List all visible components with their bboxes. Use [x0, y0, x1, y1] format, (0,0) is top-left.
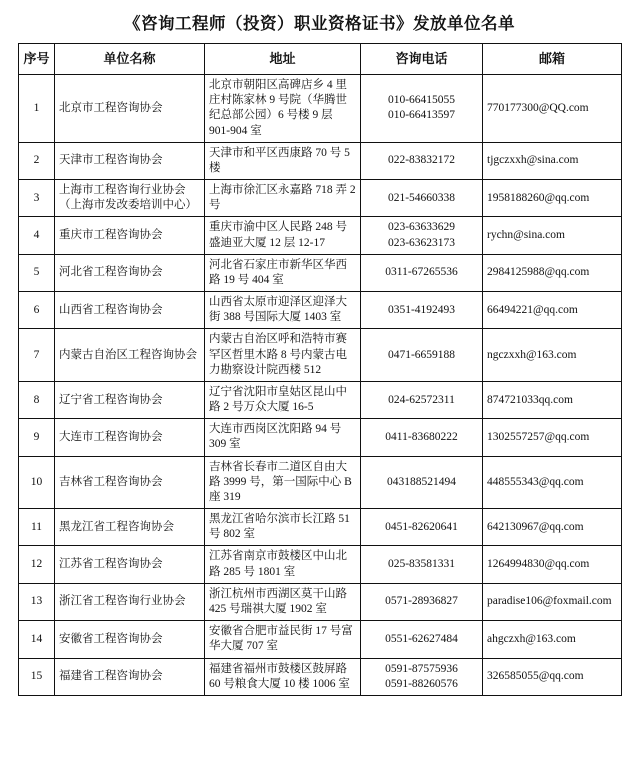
cell-address — [205, 180, 361, 217]
cell-index — [19, 509, 55, 546]
cell-phone-line: 0311-67265536 — [385, 266, 458, 279]
cell-address-line: 北京市朝阳区高碑店乡 4 里庄村陈家林 9 号院（华腾世纪总部公园）6 号楼 9 层 901-904 室 — [209, 79, 347, 137]
cell-email — [483, 75, 622, 143]
cell-unit-name — [55, 75, 205, 143]
cell-unit-name-line: 福建省工程咨询协会 — [59, 670, 163, 683]
column-header-phone: 咨询电话 — [361, 44, 483, 75]
cell-unit-name — [55, 419, 205, 456]
cell-address — [205, 419, 361, 456]
cell-index — [19, 75, 55, 143]
cell-phone — [361, 75, 483, 143]
cell-phone-line: 023-63633629 — [387, 221, 456, 234]
table-row — [19, 456, 622, 509]
cell-email — [483, 546, 622, 583]
cell-address-line: 大连市西岗区沈阳路 94 号 309 室 — [209, 423, 342, 451]
cell-unit-name-line: 河北省工程咨询协会 — [59, 266, 163, 279]
cell-index-line: 14 — [30, 632, 43, 645]
cell-phone-line: 0411-83680222 — [385, 430, 458, 443]
cell-address — [205, 381, 361, 418]
table-row — [19, 180, 622, 217]
table-row — [19, 381, 622, 418]
cell-unit-name — [55, 254, 205, 291]
cell-unit-name-line: 内蒙古自治区工程咨询协会 — [59, 348, 197, 361]
cell-unit-name-line: 山西省工程咨询协会 — [59, 303, 163, 316]
table-row — [19, 142, 622, 179]
cell-phone-line: 010-66413597 — [387, 109, 456, 122]
cell-index — [19, 329, 55, 382]
cell-email-line: 66494221@qq.com — [487, 303, 578, 316]
cell-unit-name — [55, 658, 205, 695]
cell-email-line: 448555343@qq.com — [487, 475, 584, 488]
column-header-index: 序号 — [19, 44, 55, 75]
cell-index — [19, 546, 55, 583]
cell-unit-name — [55, 217, 205, 254]
cell-email — [483, 509, 622, 546]
cell-address-line: 安徽省合肥市益民街 17 号富华大厦 707 室 — [209, 625, 353, 653]
cell-phone-line: 0551-62627484 — [385, 632, 458, 645]
cell-address-line: 吉林省长春市二道区自由大路 3999 号，第一国际中心 B 座 319 — [209, 460, 352, 503]
cell-address-line: 江苏省南京市鼓楼区中山北路 285 号 1801 室 — [209, 550, 347, 578]
cell-unit-name-line: 重庆市工程咨询协会 — [59, 228, 163, 241]
cell-email-line: 326585055@qq.com — [487, 670, 584, 683]
cell-unit-name — [55, 381, 205, 418]
cell-unit-name — [55, 621, 205, 658]
cell-index-line: 4 — [33, 228, 40, 241]
cell-phone — [361, 658, 483, 695]
cell-phone — [361, 217, 483, 254]
cell-address-line: 山西省太原市迎泽区迎泽大街 388 号国际大厦 1403 室 — [209, 296, 347, 324]
cell-address-line: 福建省福州市鼓楼区鼓屏路 60 号粮食大厦 10 楼 1006 室 — [209, 662, 350, 690]
page-title: 《咨询工程师（投资）职业资格证书》发放单位名单 — [124, 14, 515, 33]
cell-index — [19, 292, 55, 329]
cell-phone — [361, 142, 483, 179]
cell-address-line: 辽宁省沈阳市皇姑区昆山中路 2 号万众大厦 16-5 — [209, 385, 347, 414]
cell-address — [205, 75, 361, 143]
cell-phone — [361, 292, 483, 329]
cell-address — [205, 621, 361, 658]
cell-email — [483, 292, 622, 329]
cell-address — [205, 329, 361, 382]
cell-email — [483, 583, 622, 620]
cell-phone-line: 0591-87575936 — [385, 662, 458, 675]
cell-unit-name-line: 江苏省工程咨询协会 — [59, 558, 163, 571]
cell-email-line: paradise106@foxmail.com — [487, 595, 612, 608]
cell-phone — [361, 381, 483, 418]
cell-unit-name — [55, 142, 205, 179]
cell-email-line: 1302557257@qq.com — [487, 430, 590, 443]
cell-index-line: 10 — [30, 475, 43, 488]
cell-email — [483, 180, 622, 217]
table-row — [19, 329, 622, 382]
cell-phone-line: 024-62572311 — [388, 393, 455, 406]
cell-unit-name-line: 北京市工程咨询协会 — [59, 101, 163, 114]
table-row — [19, 658, 622, 695]
column-header-unit-name: 单位名称 — [55, 44, 205, 75]
cell-email — [483, 381, 622, 418]
cell-phone-line: 0451-82620641 — [385, 520, 458, 533]
cell-email-line: 1958188260@qq.com — [487, 191, 590, 204]
cell-unit-name — [55, 583, 205, 620]
cell-index — [19, 217, 55, 254]
cell-address — [205, 583, 361, 620]
cell-index-line: 15 — [30, 670, 43, 683]
cell-phone — [361, 509, 483, 546]
cell-unit-name-line: 天津市工程咨询协会 — [59, 154, 163, 167]
cell-index-line: 3 — [33, 191, 40, 204]
cell-email — [483, 329, 622, 382]
table-row — [19, 292, 622, 329]
cell-phone — [361, 456, 483, 509]
cell-phone-line: 0591-88260576 — [385, 677, 458, 690]
table-body — [19, 75, 622, 696]
cell-address-line: 重庆市渝中区人民路 248 号盛迪亚大厦 12 层 12-17 — [209, 221, 347, 249]
cell-email — [483, 254, 622, 291]
cell-unit-name — [55, 456, 205, 509]
cell-email — [483, 456, 622, 509]
cell-email — [483, 621, 622, 658]
cell-index-line: 5 — [33, 266, 40, 279]
table-header-row — [19, 44, 622, 75]
cell-phone-line: 021-54660338 — [387, 191, 456, 204]
cell-phone-line: 0571-28936827 — [385, 595, 458, 608]
cell-email — [483, 217, 622, 254]
cell-address — [205, 217, 361, 254]
cell-phone-line: 0471-6659188 — [387, 348, 456, 361]
cell-unit-name-line: 安徽省工程咨询协会 — [59, 632, 163, 645]
cell-phone-line: 043188521494 — [387, 475, 456, 488]
cell-email-line: 642130967@qq.com — [487, 520, 584, 533]
cell-phone — [361, 254, 483, 291]
cell-address — [205, 509, 361, 546]
cell-unit-name-line: 大连市工程咨询协会 — [59, 430, 163, 443]
cell-phone-line: 010-66415055 — [387, 94, 456, 107]
cell-email-line: 2984125988@qq.com — [487, 266, 590, 279]
cell-email — [483, 142, 622, 179]
cell-address — [205, 292, 361, 329]
cell-email — [483, 658, 622, 695]
cell-index-line: 12 — [30, 558, 43, 571]
units-table — [18, 43, 622, 696]
table-row — [19, 583, 622, 620]
cell-email-line: ahgczxh@163.com — [487, 632, 576, 645]
table-row — [19, 217, 622, 254]
cell-index-line: 7 — [33, 348, 40, 361]
cell-address-line: 河北省石家庄市新华区华西路 19 号 404 室 — [209, 258, 347, 286]
cell-unit-name — [55, 292, 205, 329]
cell-index-line: 6 — [33, 303, 40, 316]
cell-unit-name-line: 黑龙江省工程咨询协会 — [59, 520, 174, 533]
cell-index-line: 1 — [33, 101, 40, 114]
cell-address-line: 浙江杭州市西湖区莫干山路 425 号瑞祺大厦 1902 室 — [209, 587, 347, 615]
table-row — [19, 546, 622, 583]
cell-address — [205, 142, 361, 179]
cell-unit-name-line: 辽宁省工程咨询协会 — [59, 393, 163, 406]
table-row — [19, 509, 622, 546]
cell-index-line: 8 — [33, 393, 40, 406]
cell-phone — [361, 583, 483, 620]
cell-index-line: 11 — [30, 520, 43, 533]
cell-unit-name-line: 浙江省工程咨询行业协会 — [59, 595, 186, 608]
cell-unit-name — [55, 180, 205, 217]
cell-index — [19, 254, 55, 291]
column-header-email: 邮箱 — [483, 44, 622, 75]
cell-phone-line: 0351-4192493 — [387, 303, 456, 316]
table-row — [19, 254, 622, 291]
cell-index — [19, 456, 55, 509]
cell-address — [205, 658, 361, 695]
cell-email-line: 1264994830@qq.com — [487, 558, 590, 571]
cell-phone-line: 022-83832172 — [387, 154, 456, 167]
cell-phone — [361, 546, 483, 583]
cell-email-line: ngczxxh@163.com — [487, 348, 577, 361]
cell-phone-line: 023-63623173 — [387, 236, 456, 249]
cell-unit-name-line: （上海市发改委培训中心） — [59, 199, 197, 212]
cell-unit-name — [55, 546, 205, 583]
cell-index — [19, 621, 55, 658]
table-row — [19, 75, 622, 143]
cell-address-line: 上海市徐汇区永嘉路 718 弄 2 号 — [209, 184, 356, 212]
cell-address-line: 内蒙古自治区呼和浩特市赛罕区哲里木路 8 号内蒙古电力勘察设计院西楼 512 — [209, 333, 347, 376]
cell-unit-name-line: 上海市工程咨询行业协会 — [59, 184, 186, 197]
cell-phone — [361, 180, 483, 217]
table-row — [19, 419, 622, 456]
cell-index — [19, 583, 55, 620]
column-header-address: 地址 — [205, 44, 361, 75]
cell-address — [205, 456, 361, 509]
table-row — [19, 621, 622, 658]
cell-unit-name — [55, 329, 205, 382]
cell-index — [19, 142, 55, 179]
cell-index — [19, 419, 55, 456]
cell-phone — [361, 329, 483, 382]
cell-email — [483, 419, 622, 456]
cell-email-line: rychn@sina.com — [487, 228, 565, 241]
cell-email-line: 874721033qq.com — [487, 393, 573, 406]
cell-phone-line: 025-83581331 — [387, 558, 456, 571]
cell-index-line: 13 — [30, 595, 43, 608]
cell-index-line: 9 — [33, 430, 40, 443]
cell-unit-name — [55, 509, 205, 546]
cell-index-line: 2 — [33, 154, 40, 167]
cell-address-line: 天津市和平区西康路 70 号 5 楼 — [209, 146, 350, 174]
cell-address — [205, 546, 361, 583]
table-header — [19, 44, 622, 75]
cell-phone — [361, 419, 483, 456]
cell-address — [205, 254, 361, 291]
cell-address-line: 黑龙江省哈尔滨市长江路 51 号 802 室 — [209, 513, 350, 541]
cell-index — [19, 180, 55, 217]
cell-email-line: 770177300@QQ.com — [487, 101, 589, 114]
cell-unit-name-line: 吉林省工程咨询协会 — [59, 475, 163, 488]
cell-phone — [361, 621, 483, 658]
cell-index — [19, 381, 55, 418]
cell-email-line: tjgczxxh@sina.com — [487, 154, 579, 167]
cell-index — [19, 658, 55, 695]
